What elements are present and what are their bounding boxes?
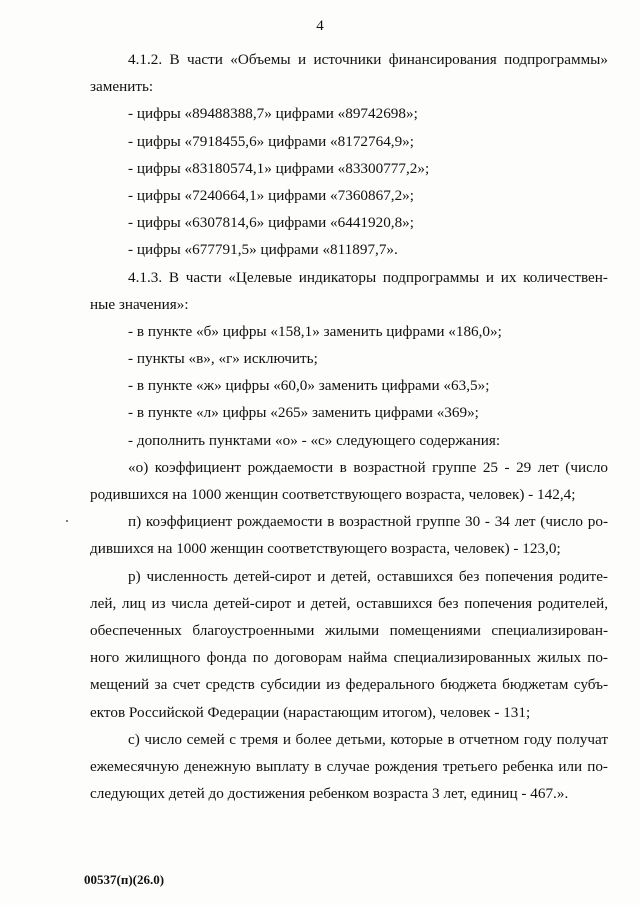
page-number: 4	[316, 18, 324, 34]
document-body	[90, 46, 608, 807]
text-line: 4.1.3. В части «Целевые индикаторы подпрограммы и их количествен-	[128, 268, 608, 286]
text-line: лей, лиц из числа детей-сирот и детей, оставшихся без попечения родителей,	[90, 594, 608, 612]
text-line: - в пункте «ж» цифры «60,0» заменить цифрами «63,5»;	[128, 377, 490, 395]
text-line: родившихся на 1000 женщин соответствующего возраста, человек) - 142,4;	[90, 486, 576, 503]
text-line: заменить:	[90, 78, 154, 96]
text-line: 4.1.2. В части «Объемы и источники финансирования подпрограммы»	[128, 51, 608, 68]
text-line: с) число семей с тремя и более детьми, которые в отчетном году получат	[128, 730, 608, 748]
text-line: - пункты «в», «г» исключить;	[128, 350, 318, 368]
text-line: ектов Российской Федерации (нарастающим итогом), человек - 131;	[90, 703, 531, 721]
text-line: мещений за счет средств субсидии из федерального бюджета бюджетам субъ-	[90, 676, 608, 694]
text-line: - цифры «83180574,1» цифрами «83300777,2»;	[128, 159, 430, 177]
text-line: - цифры «677791,5» цифрами «811897,7».	[128, 241, 398, 259]
text-line: «о) коэффициент рождаемости в возрастной группе 25 - 29 лет (число	[128, 458, 608, 476]
text-line: - в пункте «л» цифры «265» заменить цифрами «369»;	[128, 404, 479, 422]
text-line: - цифры «89488388,7» цифрами «89742698»;	[128, 105, 418, 123]
document-code: 00537(п)(26.0)	[84, 872, 165, 887]
scan-speck	[66, 520, 68, 522]
text-line: - цифры «7918455,6» цифрами «8172764,9»;	[128, 132, 414, 150]
text-line: дившихся на 1000 женщин соответствующего возраста, человек) - 123,0;	[90, 540, 561, 558]
text-line: ные значения»:	[90, 295, 189, 313]
text-line: обеспеченных благоустроенными жилыми помещениями специализирован-	[90, 621, 608, 639]
text-line: - в пункте «б» цифры «158,1» заменить цифрами «186,0»;	[128, 322, 502, 340]
text-line: ежемесячную денежную выплату в случае рождения третьего ребенка или по-	[90, 757, 608, 775]
text-line: п) коэффициент рождаемости в возрастной группе 30 - 34 лет (число ро-	[128, 513, 608, 531]
text-line: - цифры «7240664,1» цифрами «7360867,2»;	[128, 186, 414, 204]
text-line: ного жилищного фонда по договорам найма специализированных жилых по-	[90, 649, 608, 667]
text-line: - цифры «6307814,6» цифрами «6441920,8»;	[128, 214, 414, 232]
text-line: - дополнить пунктами «о» - «с» следующего содержания:	[128, 431, 501, 449]
text-line: следующих детей до достижения ребенком возраста 3 лет, единиц - 467.».	[90, 785, 569, 803]
text-line: р) численность детей-сирот и детей, оставшихся без попечения родите-	[128, 567, 608, 585]
